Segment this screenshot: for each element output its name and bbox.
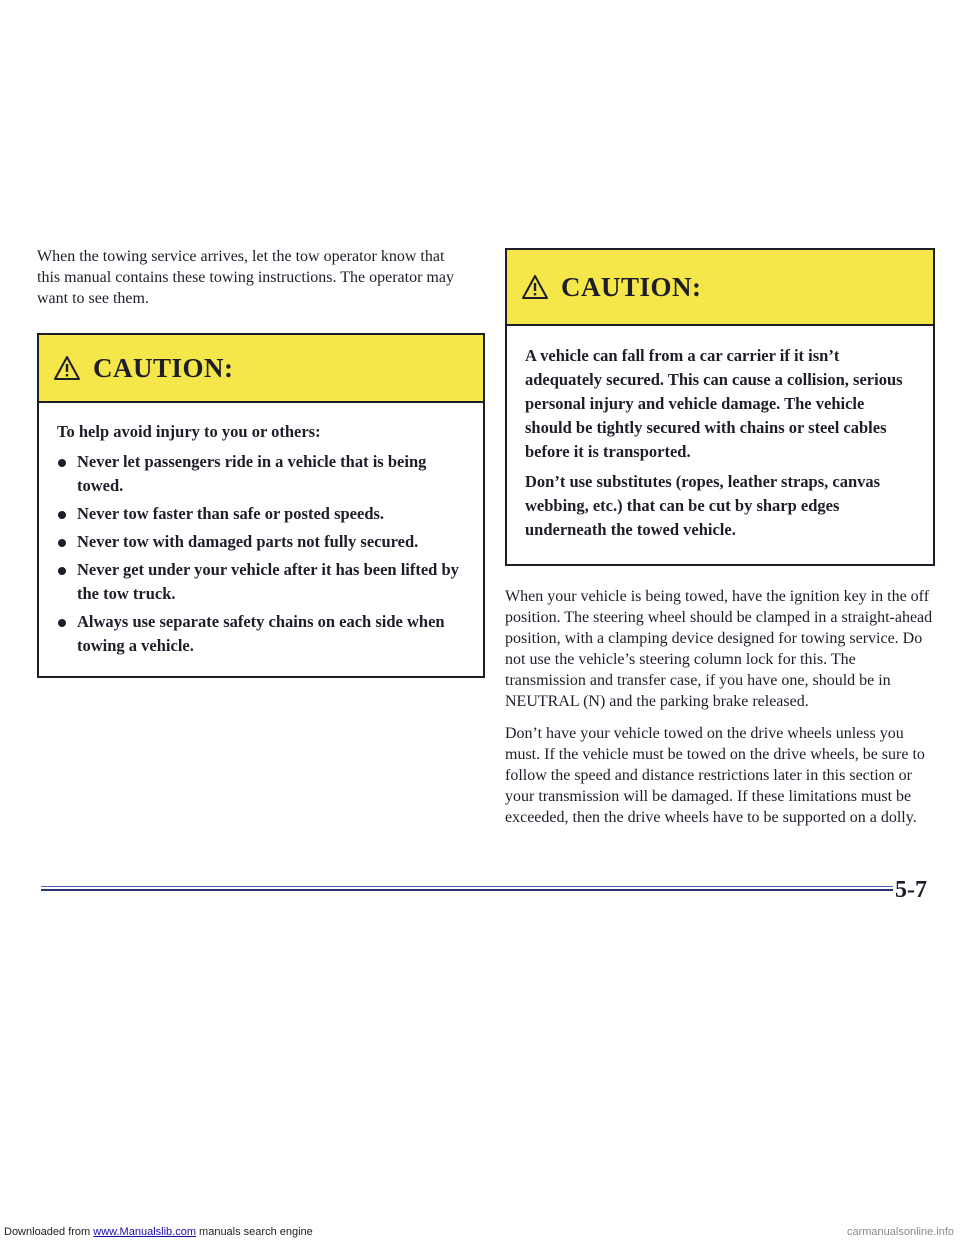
bullet-dot-icon [58,459,66,467]
right-column [505,248,937,828]
download-note-suffix: manuals search engine [195,1226,313,1238]
caution-box-left [37,333,485,678]
caution-body-right [507,326,933,564]
caution-header-right [507,250,933,326]
caution-list-item [57,530,465,554]
caution-list-item [57,450,465,498]
left-column [37,246,487,678]
caution-item-text: Never let passengers ride in a vehicle that is being towed. [77,452,427,495]
caution-list [57,450,465,658]
caution-title: CAUTION: [93,352,234,383]
bullet-dot-icon [58,511,66,519]
caution-paragraph: A vehicle can fall from a car carrier if it isn’t adequately secured. This can cause a collision, serious personal injury and vehicle damage. The vehicle should be tightly secured with chains or steel cables before it is transported. [525,346,903,461]
footer-rule-thin [41,886,893,887]
caution-item-text: Never tow faster than safe or posted speeds. [77,504,385,523]
intro-paragraph: When the towing service arrives, let the tow operator know that this manual contains these towing instructions. The operator may want to see them. [37,248,454,307]
manualslib-link[interactable]: www.Manualslib.com [93,1226,196,1238]
caution-title: CAUTION: [561,271,702,302]
caution-list-item [57,610,465,658]
bullet-dot-icon [58,567,66,575]
footer-rule-thick [41,889,893,891]
page-number: 5-7 [895,877,927,903]
caution-body-left [39,403,483,676]
caution-item-text: Always use separate safety chains on each side when towing a vehicle. [77,612,445,655]
caution-paragraph: Don’t use substitutes (ropes, leather straps, canvas webbing, etc.) that can be cut by sharp edges underneath the towed vehicle. [525,472,881,539]
watermark: carmanualsonline.info [846,1226,954,1238]
caution-list-item [57,502,465,526]
bullet-dot-icon [58,539,66,547]
caution-header-left [39,335,483,403]
warning-triangle-icon [53,355,81,381]
download-note [4,1226,313,1238]
caution-box-right [505,248,935,566]
caution-item-text: Never get under your vehicle after it has been lifted by the tow truck. [77,560,459,603]
caution-item-text: Never tow with damaged parts not fully secured. [77,532,419,551]
caution-list-item [57,558,465,606]
footer-rule [41,886,893,891]
warning-triangle-icon [521,274,549,300]
bullet-dot-icon [58,619,66,627]
caution-lead: To help avoid injury to you or others: [57,422,321,441]
body-paragraph: Don’t have your vehicle towed on the drive wheels unless you must. If the vehicle must be towed on the drive wheels, be sure to follow the speed and distance restrictions later in this section or your transmission will be damaged. If these limitations must be exceeded, then the drive wheels have to be supported on a dolly. [505,725,925,826]
body-paragraph: When your vehicle is being towed, have the ignition key in the off position. The steering wheel should be clamped in a straight-ahead position, with a clamping device designed for towing service. Do not use the vehicle’s steering column lock for this. The transmission and transfer case, if you have one, should be in NEUTRAL (N) and the parking brake released. [505,588,933,710]
download-note-prefix: Downloaded from [4,1226,94,1238]
